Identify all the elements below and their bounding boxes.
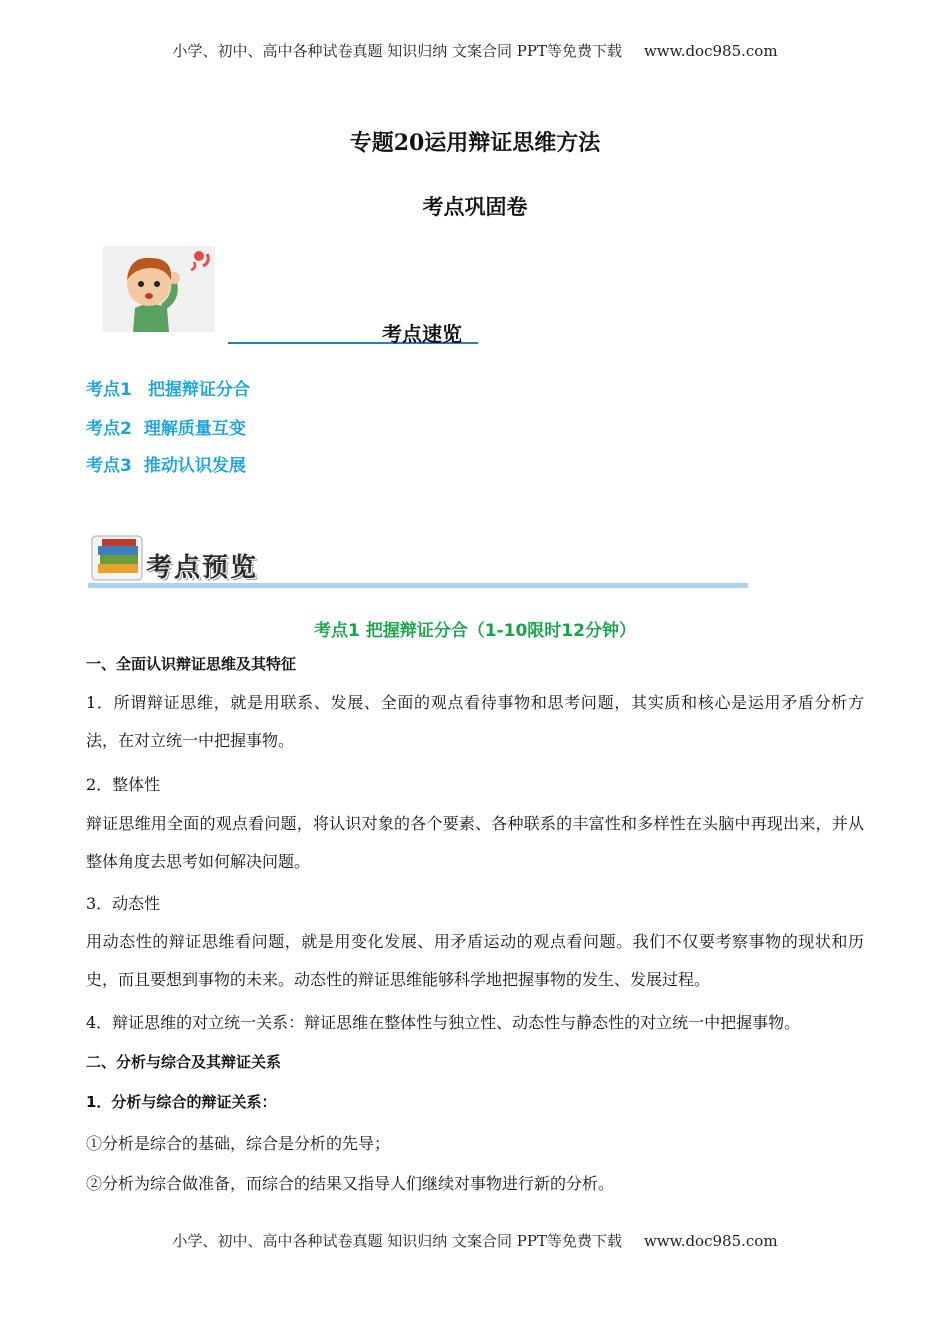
footer-text: 小学、初中、高中各种试卷真题 知识归纳 文案合同 PPT等免费下载 [172, 1232, 622, 1250]
section-heading: 考点1 把握辩证分合（1-10限时12分钟） [314, 621, 636, 641]
heading-one: 一、全面认识辩证思维及其特征 [86, 655, 297, 673]
overview-item-number: 考点3 [86, 456, 132, 476]
header-url[interactable]: www.doc985.com [643, 42, 778, 60]
overview-item[interactable] [86, 451, 246, 476]
paragraph-2-label: 2．整体性 [86, 775, 161, 794]
paragraph-2-text: 辩证思维用全面的观点看问题，将认识对象的各个要素、各种联系的丰富性和多样性在头脑中再现出来，并从整体角度去思考如何解决问题。 [86, 814, 864, 871]
page-title: 专题20运用辩证思维方法 [349, 130, 601, 156]
page-footer [0, 1230, 950, 1251]
heading-two: 二、分析与综合及其辩证关系 [86, 1053, 282, 1071]
preview-banner-title: 考点预览 [146, 553, 259, 583]
overview-item-label: 推动认识发展 [143, 456, 246, 476]
list-item: ①分析是综合的基础，综合是分析的先导； [86, 1134, 391, 1153]
overview-title: 考点速览 [382, 322, 462, 346]
overview-item-number: 考点2 [86, 419, 132, 439]
preview-banner-rule [88, 583, 748, 588]
overview-item-number: 考点1 [86, 380, 132, 400]
list-item: ②分析为综合做准备，而综合的结果又指导人们继续对事物进行新的分析。 [86, 1174, 615, 1193]
page-subtitle: 考点巩固卷 [422, 194, 528, 219]
thinking-boy-icon [103, 246, 215, 332]
overview-item-label: 把握辩证分合 [147, 380, 250, 400]
paragraph-1: 1．所谓辩证思维，就是用联系、发展、全面的观点看待事物和思考问题，其实质和核心是运用矛盾分析方法，在对立统一中把握事物。 [86, 693, 864, 750]
paragraph-4: 4．辩证思维的对立统一关系：辩证思维在整体性与独立性、动态性与静态性的对立统一中把握事物。 [86, 1013, 801, 1032]
header-text: 小学、初中、高中各种试卷真题 知识归纳 文案合同 PPT等免费下载 [172, 42, 622, 60]
page-header [0, 40, 950, 61]
paragraph-3-label: 3．动态性 [86, 894, 161, 913]
overview-item-label: 理解质量互变 [143, 419, 246, 439]
footer-url[interactable]: www.doc985.com [643, 1232, 778, 1250]
heading-two-sub: 1．分析与综合的辩证关系： [86, 1093, 277, 1111]
overview-item[interactable] [86, 414, 246, 439]
paragraph-3-text: 用动态性的辩证思维看问题，就是用变化发展、用矛盾运动的观点看问题。我们不仅要考察事物的现状和历史，而且要想到事物的未来。动态性的辩证思维能够科学地把握事物的发生、发展过程。 [86, 932, 864, 989]
overview-item[interactable] [86, 375, 250, 400]
